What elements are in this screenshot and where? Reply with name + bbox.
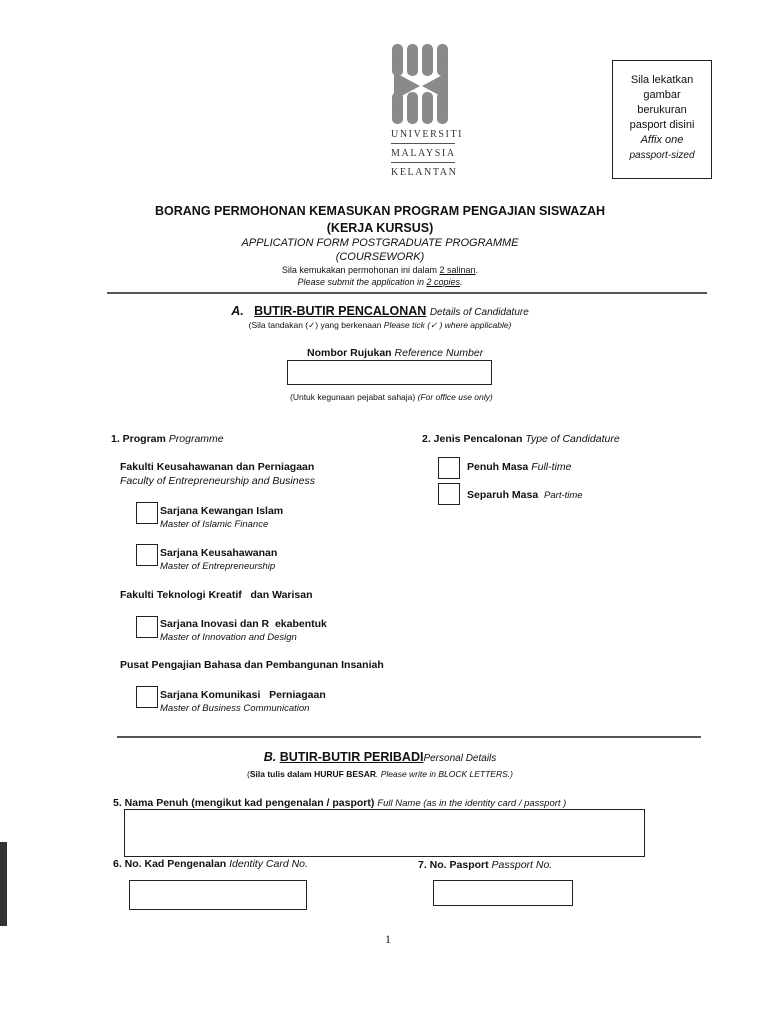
form-title-en: APPLICATION FORM POSTGRADUATE PROGRAMME <box>241 237 519 249</box>
option-islamic-finance-ms: Sarjana Kewangan Islam <box>160 505 284 517</box>
option-entrepreneurship-ms: Sarjana Keusahawanan <box>160 547 278 559</box>
form-subtitle-en: (COURSEWORK) <box>335 251 425 263</box>
logo-text-universiti: UNIVERSITI <box>391 129 464 140</box>
checkbox-innovation-design[interactable] <box>136 616 158 638</box>
copies-note-en: Please submit the application in 2 copies. <box>297 277 463 287</box>
photo-instruction-6: passport-sized <box>629 150 695 161</box>
full-name-label: 5. Nama Penuh (mengikut kad pengenalan / pasport) Full Name (as in the identity card / passport ) <box>113 797 567 809</box>
checkbox-business-communication[interactable] <box>136 686 158 708</box>
option-business-communication-ms: Sarjana Komunikasi Perniagaan <box>160 689 326 701</box>
programme-label: 1. Program Programme <box>111 433 224 445</box>
centre-language-development: Pusat Pengajian Bahasa dan Pembangunan Insaniah <box>120 659 384 671</box>
photo-instruction-5: Affix one <box>640 134 684 146</box>
full-name-field[interactable] <box>124 809 645 857</box>
photo-instruction-3: berukuran <box>637 104 687 116</box>
section-b-heading: B. BUTIR-BUTIR PERIBADIPersonal Details <box>263 750 497 764</box>
faculty-entrepreneurship-ms: Fakulti Keusahawanan dan Perniagaan <box>120 461 315 473</box>
candidature-type-label: 2. Jenis Pencalonan Type of Candidature <box>422 433 620 445</box>
option-full-time: Penuh Masa Full-time <box>467 461 572 473</box>
ic-number-field[interactable] <box>129 880 307 910</box>
logo-text-malaysia: MALAYSIA <box>391 148 456 159</box>
checkbox-entrepreneurship[interactable] <box>136 544 158 566</box>
checkbox-full-time[interactable] <box>438 457 460 479</box>
divider-top <box>107 292 707 294</box>
office-use-note: (Untuk kegunaan pejabat sahaja) (For office use only) <box>290 392 493 402</box>
photo-instruction-1: Sila lekatkan <box>630 74 694 86</box>
reference-number-field[interactable] <box>287 360 492 385</box>
photo-instruction-4: pasport disini <box>629 119 695 131</box>
university-logo <box>386 42 464 182</box>
scan-edge-mark <box>0 842 7 926</box>
option-innovation-design-en: Master of Innovation and Design <box>160 632 297 643</box>
page-number: 1 <box>385 932 391 946</box>
ic-number-label: 6. No. Kad Pengenalan Identity Card No. <box>113 858 308 870</box>
photo-instruction-2: gambar <box>643 89 681 101</box>
reference-number-label: Nombor Rujukan Reference Number <box>307 347 484 359</box>
checkbox-part-time[interactable] <box>438 483 460 505</box>
option-part-time: Separuh Masa Part-time <box>467 489 583 501</box>
option-islamic-finance-en: Master of Islamic Finance <box>160 519 269 530</box>
section-a-heading: A. BUTIR-BUTIR PENCALONAN Details of Candidature <box>231 304 529 318</box>
faculty-creative-technology: Fakulti Teknologi Kreatif dan Warisan <box>120 589 313 601</box>
passport-number-field[interactable] <box>433 880 573 906</box>
form-subtitle-ms: (KERJA KURSUS) <box>326 221 434 235</box>
checkbox-islamic-finance[interactable] <box>136 502 158 524</box>
section-b-instruction: (Sila tulis dalam HURUF BESAR. Please write in BLOCK LETTERS.) <box>247 769 513 779</box>
option-innovation-design-ms: Sarjana Inovasi dan R ekabentuk <box>160 618 327 630</box>
copies-note-ms: Sila kemukakan permohonan ini dalam 2 salinan. <box>281 265 479 275</box>
divider-middle <box>117 736 701 738</box>
passport-number-label: 7. No. Pasport Passport No. <box>418 859 553 871</box>
faculty-entrepreneurship-en: Faculty of Entrepreneurship and Business <box>120 475 315 487</box>
passport-photo-box[interactable] <box>612 60 712 179</box>
option-business-communication-en: Master of Business Communication <box>160 703 310 714</box>
option-entrepreneurship-en: Master of Entrepreneurship <box>160 561 276 572</box>
form-title-ms: BORANG PERMOHONAN KEMASUKAN PROGRAM PENGAJIAN SISWAZAH <box>154 204 606 218</box>
logo-text-kelantan: KELANTAN <box>391 167 458 178</box>
umk-emblem-icon <box>386 42 456 128</box>
section-a-instruction: (Sila tandakan (✓) yang berkenaan Please tick (✓ ) where applicable) <box>248 320 512 330</box>
